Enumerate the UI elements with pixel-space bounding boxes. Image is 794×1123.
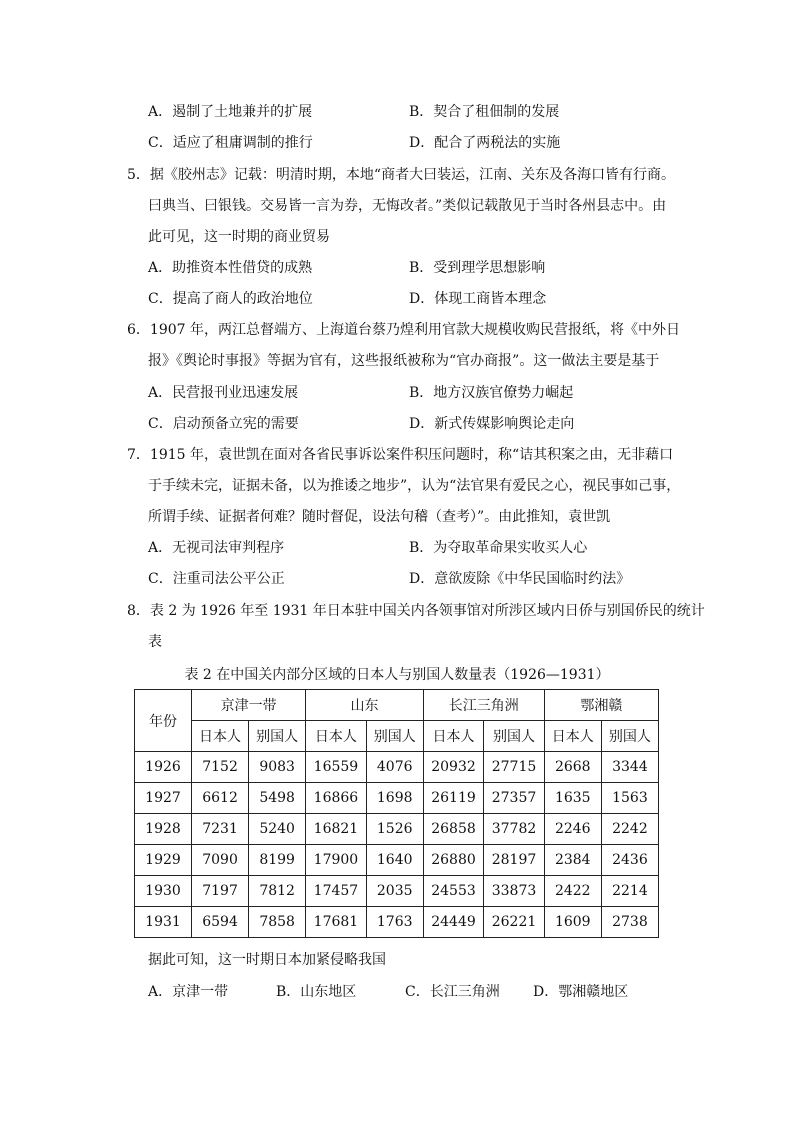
region-header: 鄂湘赣 <box>544 690 658 721</box>
table-cell: 17457 <box>306 876 366 907</box>
table-cell: 9083 <box>249 752 306 783</box>
table-cell: 8199 <box>249 845 306 876</box>
table-cell: 7152 <box>192 752 249 783</box>
q4-option-a[interactable]: A．遏制了土地兼并的扩展 <box>148 104 313 120</box>
table-cell: 1563 <box>601 783 658 814</box>
q8-stem-line-2: 表 <box>148 634 162 650</box>
table-cell: 2035 <box>366 876 423 907</box>
q6-option-b[interactable]: B．地方汉族官僚势力崛起 <box>409 385 574 401</box>
year-cell: 1928 <box>135 814 192 845</box>
table-row <box>135 907 659 938</box>
q8-conclusion: 据此可知，这一时期日本加紧侵略我国 <box>148 952 386 968</box>
table-cell: 6594 <box>192 907 249 938</box>
q7-stem-line-3: 所谓手续、证据者何难？随时督促，设法句稽（查考）”。由此推知，袁世凯 <box>148 509 611 525</box>
q5-option-a[interactable]: A．助推资本性借贷的成熟 <box>148 260 313 276</box>
table-cell: 2436 <box>601 845 658 876</box>
table-cell: 28197 <box>484 845 544 876</box>
table-row <box>135 814 659 845</box>
table-cell: 26221 <box>484 907 544 938</box>
table-subheader-row <box>135 721 659 752</box>
q8-option-b[interactable]: B．山东地区 <box>276 984 357 1000</box>
population-table <box>134 689 659 938</box>
q7-option-b[interactable]: B．为夺取革命果实收买人心 <box>409 540 588 556</box>
table-cell: 7812 <box>249 876 306 907</box>
q6-option-c[interactable]: C．启动预备立宪的需要 <box>148 416 299 432</box>
table-cell: 1763 <box>366 907 423 938</box>
table-cell: 27357 <box>484 783 544 814</box>
q4-option-d[interactable]: D．配合了两税法的实施 <box>409 135 561 151</box>
table-cell: 16866 <box>306 783 366 814</box>
year-header: 年份 <box>135 690 192 752</box>
q4-option-c[interactable]: C．适应了租庸调制的推行 <box>148 135 313 151</box>
table-cell: 7858 <box>249 907 306 938</box>
table-cell: 2384 <box>544 845 601 876</box>
q5-stem-line-2: 曰典当、曰银钱。交易皆一言为券，无悔改者。”类似记载散见于当时各州县志中。由 <box>148 198 667 214</box>
subheader-japanese: 日本人 <box>544 721 601 752</box>
table-cell: 4076 <box>366 752 423 783</box>
q8-stem-line-1: 8．表 2 为 1926 年至 1931 年日本驻中国关内各领事馆对所涉区域内日侨与别国侨民的统计 <box>127 603 705 619</box>
region-header: 京津一带 <box>192 690 306 721</box>
year-cell: 1930 <box>135 876 192 907</box>
table-cell: 2668 <box>544 752 601 783</box>
table-cell: 1698 <box>366 783 423 814</box>
table-cell: 17681 <box>306 907 366 938</box>
subheader-foreign: 别国人 <box>484 721 544 752</box>
table-cell: 2246 <box>544 814 601 845</box>
region-header: 长江三角洲 <box>423 690 544 721</box>
subheader-japanese: 日本人 <box>423 721 483 752</box>
table-cell: 7231 <box>192 814 249 845</box>
table-row <box>135 845 659 876</box>
table-cell: 5498 <box>249 783 306 814</box>
table-cell: 26880 <box>423 845 483 876</box>
table-caption: 表 2 在中国关内部分区域的日本人与别国人数量表（1926—1931） <box>184 667 610 683</box>
table-row <box>135 783 659 814</box>
year-cell: 1927 <box>135 783 192 814</box>
table-header-row <box>135 690 659 721</box>
table-cell: 26858 <box>423 814 483 845</box>
subheader-japanese: 日本人 <box>306 721 366 752</box>
table-cell: 27715 <box>484 752 544 783</box>
table-cell: 1640 <box>366 845 423 876</box>
q8-option-d[interactable]: D．鄂湘赣地区 <box>533 984 629 1000</box>
q5-option-d[interactable]: D．体现工商皆本理念 <box>409 291 547 307</box>
year-cell: 1929 <box>135 845 192 876</box>
region-header: 山东 <box>306 690 424 721</box>
table-cell: 3344 <box>601 752 658 783</box>
q5-option-c[interactable]: C．提高了商人的政治地位 <box>148 291 313 307</box>
table-cell: 2242 <box>601 814 658 845</box>
table-cell: 7197 <box>192 876 249 907</box>
subheader-foreign: 别国人 <box>601 721 658 752</box>
q7-option-c[interactable]: C．注重司法公平公正 <box>148 571 285 587</box>
q8-option-c[interactable]: C．长江三角洲 <box>405 984 500 1000</box>
table-cell: 1635 <box>544 783 601 814</box>
q7-stem-line-1: 7．1915 年，袁世凯在面对各省民事诉讼案件积压问题时，称“诘其积案之由，无非藉口 <box>127 447 674 463</box>
subheader-japanese: 日本人 <box>192 721 249 752</box>
q6-option-a[interactable]: A．民营报刊业迅速发展 <box>148 385 299 401</box>
table-cell: 6612 <box>192 783 249 814</box>
table-cell: 24449 <box>423 907 483 938</box>
table-cell: 1526 <box>366 814 423 845</box>
table-cell: 17900 <box>306 845 366 876</box>
year-cell: 1931 <box>135 907 192 938</box>
q5-option-b[interactable]: B．受到理学思想影响 <box>409 260 546 276</box>
q5-stem-line-3: 此可见，这一时期的商业贸易 <box>148 229 330 245</box>
table-cell: 2422 <box>544 876 601 907</box>
subheader-foreign: 别国人 <box>366 721 423 752</box>
q4-option-b[interactable]: B．契合了租佃制的发展 <box>409 104 560 120</box>
q8-option-a[interactable]: A．京津一带 <box>148 984 229 1000</box>
table-cell: 20932 <box>423 752 483 783</box>
q6-stem-line-1: 6．1907 年，两江总督端方、上海道台蔡乃煌利用官款大规模收购民营报纸，将《中外日 <box>127 322 680 338</box>
table-cell: 1609 <box>544 907 601 938</box>
year-cell: 1926 <box>135 752 192 783</box>
q7-stem-line-2: 于手续未完，证据未备，以为推诿之地步”，认为“法官果有爱民之心，视民事如己事， <box>148 478 681 494</box>
table-cell: 16559 <box>306 752 366 783</box>
table-cell: 26119 <box>423 783 483 814</box>
table-cell: 16821 <box>306 814 366 845</box>
table-cell: 37782 <box>484 814 544 845</box>
table-row <box>135 752 659 783</box>
q7-option-d[interactable]: D．意欲废除《中华民国临时约法》 <box>409 571 631 587</box>
q6-option-d[interactable]: D．新式传媒影响舆论走向 <box>409 416 575 432</box>
table-cell: 7090 <box>192 845 249 876</box>
table-cell: 33873 <box>484 876 544 907</box>
table-cell: 2214 <box>601 876 658 907</box>
q7-option-a[interactable]: A．无视司法审判程序 <box>148 540 285 556</box>
table-row <box>135 876 659 907</box>
table-cell: 2738 <box>601 907 658 938</box>
table-cell: 5240 <box>249 814 306 845</box>
table-cell: 24553 <box>423 876 483 907</box>
q6-stem-line-2: 报》《舆论时事报》等据为官有，这些报纸被称为“官办商报”。这一做法主要是基于 <box>148 353 660 369</box>
subheader-foreign: 别国人 <box>249 721 306 752</box>
q5-stem-line-1: 5．据《胶州志》记载：明清时期，本地“商者大曰装运，江南、关东及各海口皆有行商。 <box>127 167 676 183</box>
